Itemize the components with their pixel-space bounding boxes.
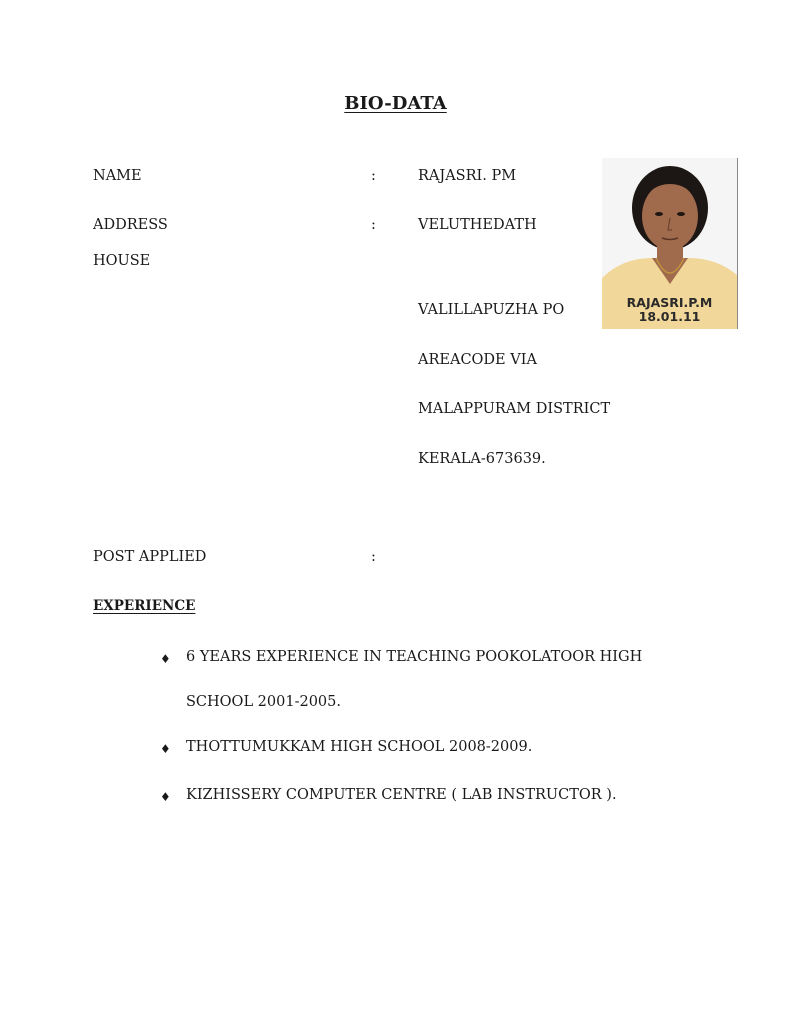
- address-colon: :: [371, 217, 376, 233]
- experience-heading: EXPERIENCE: [93, 598, 196, 614]
- post-applied-colon: :: [371, 549, 376, 565]
- photo-border: [737, 158, 738, 329]
- experience-item-1: 6 YEARS EXPERIENCE IN TEACHING POOKOLATOOR HIGH: [186, 649, 643, 665]
- address-line-2: VALILLAPUZHA PO: [418, 302, 565, 318]
- photo-caption-date: 18.01.11: [638, 309, 701, 324]
- address-line-4: MALAPPURAM DISTRICT: [418, 401, 611, 417]
- experience-item-3: KIZHISSERY COMPUTER CENTRE ( LAB INSTRUCTOR ).: [186, 787, 617, 803]
- address-label: ADDRESS: [93, 217, 168, 233]
- bullet-icon: ♦: [160, 742, 171, 756]
- bullet-icon: ♦: [160, 652, 171, 666]
- experience-item-2: THOTTUMUKKAM HIGH SCHOOL 2008-2009.: [186, 739, 533, 755]
- photo-caption-name: RAJASRI.P.M: [626, 295, 713, 310]
- page-title: BIO-DATA: [344, 93, 447, 114]
- address-line-3: AREACODE VIA: [418, 352, 537, 368]
- address-label-continued: HOUSE: [93, 253, 151, 269]
- profile-photo: [602, 158, 738, 329]
- photo-caption: [602, 296, 737, 324]
- name-value: RAJASRI. PM: [418, 168, 517, 184]
- name-label: NAME: [93, 168, 142, 184]
- bullet-icon: ♦: [160, 790, 171, 804]
- name-colon: :: [371, 168, 376, 184]
- experience-item-1-continued: SCHOOL 2001-2005.: [186, 694, 341, 710]
- address-line-1: VELUTHEDATH: [418, 217, 537, 233]
- address-line-5: KERALA-673639.: [418, 451, 546, 467]
- post-applied-label: POST APPLIED: [93, 549, 207, 565]
